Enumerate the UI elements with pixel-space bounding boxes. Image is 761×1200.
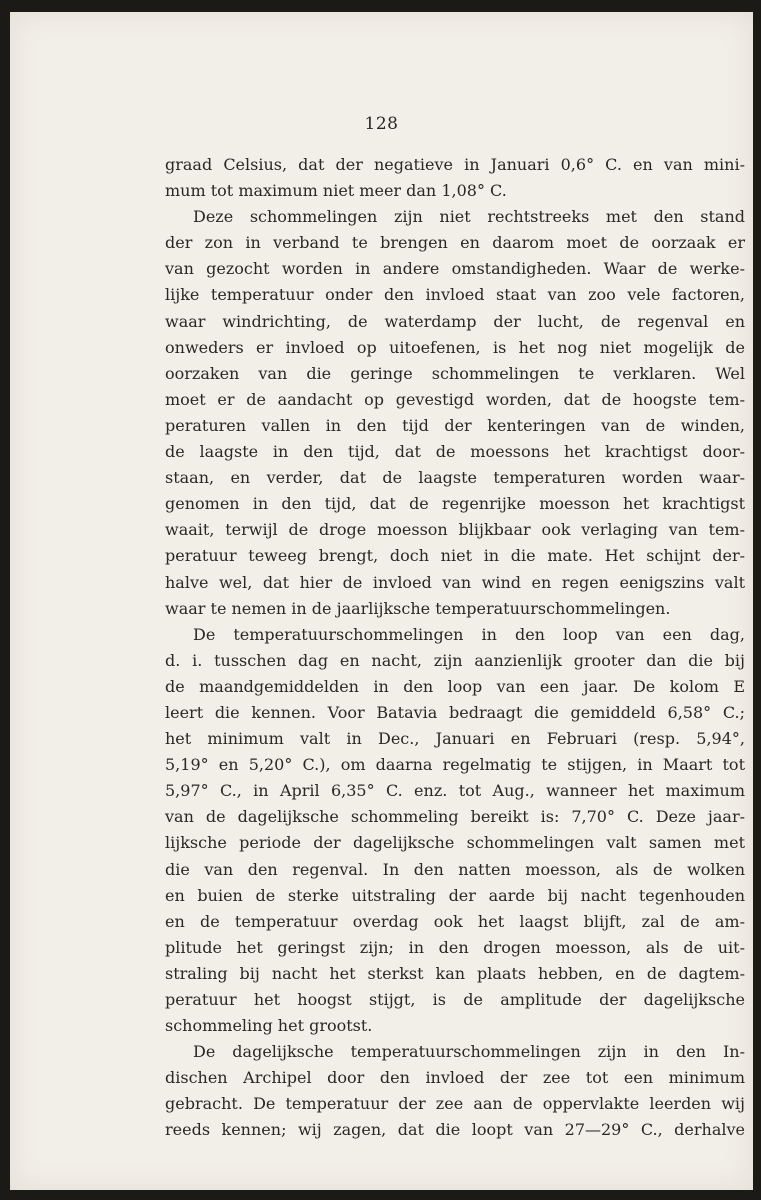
text-line: van de dagelijksche schommeling bereikt is: 7,70° C. Deze jaar- (165, 807, 745, 827)
text-line: 5,97° C., in April 6,35° C. enz. tot Aug., wanneer het maximum (165, 781, 745, 801)
text-line: waar te nemen in de jaarlijksche temperatuurschommelingen. (165, 598, 671, 618)
text-line: en de temperatuur overdag ook het laagst blijft, zal de am- (165, 911, 745, 931)
text-line: 5,19° en 5,20° C.), om daarna regelmatig te stijgen, in Maart tot (165, 755, 745, 775)
text-line: van gezocht worden in andere omstandigheden. Waar de werke- (165, 259, 745, 279)
text-line: halve wel, dat hier de invloed van wind en regen eenigszins valt (165, 572, 745, 592)
text-line: waait, terwijl de droge moesson blijkbaar ook verlaging van tem- (165, 520, 745, 540)
text-line: plitude het geringst zijn; in den drogen moesson, als de uit- (165, 937, 745, 957)
text-line: de laagste in den tijd, dat de moessons het krachtigst door- (165, 442, 745, 462)
text-line: de maandgemiddelden in den loop van een jaar. De kolom E (165, 676, 745, 696)
text-line: leert die kennen. Voor Batavia bedraagt die gemiddeld 6,58° C.; (165, 702, 745, 722)
text-line: peratuur het hoogst stijgt, is de amplitude der dagelijksche (165, 990, 745, 1009)
text-line: die van den regenval. In den natten moesson, als de wolken (165, 859, 745, 879)
text-line: moet er de aandacht op gevestigd worden, dat de hoogste tem- (165, 389, 745, 409)
text-line: en buien de sterke uitstraling der aarde bij nacht tegenhouden (165, 885, 745, 905)
text-line: mum tot maximum niet meer dan 1,08° C. (165, 181, 507, 201)
body-text (165, 152, 745, 1144)
book-page (10, 12, 753, 1190)
text-line: staan, en verder, dat de laagste temperaturen worden waar- (165, 468, 745, 488)
text-line: Deze schommelingen zijn niet rechtstreeks met den stand (193, 207, 745, 227)
page-number: 128 (364, 114, 399, 134)
text-line: lijksche periode der dagelijksche schommelingen valt samen met (165, 833, 745, 853)
text-line: graad Celsius, dat der negatieve in Januari 0,6° C. en van mini- (165, 155, 745, 174)
text-line: der zon in verband te brengen en daarom moet de oorzaak er (165, 233, 745, 253)
text-line: genomen in den tijd, dat de regenrijke moesson het krachtigst (165, 494, 745, 514)
text-line: peraturen vallen in den tijd der kenteringen van de winden, (165, 415, 745, 435)
text-line: lijke temperatuur onder den invloed staat van zoo vele factoren, (165, 285, 745, 305)
text-line: straling bij nacht het sterkst kan plaats hebben, en de dagtem- (165, 963, 745, 983)
text-line: waar windrichting, de waterdamp der lucht, de regenval en (165, 311, 745, 331)
text-line: het minimum valt in Dec., Januari en Februari (resp. 5,94°, (165, 729, 745, 749)
text-line: De temperatuurschommelingen in den loop van een dag, (193, 624, 745, 644)
text-line: peratuur teweeg brengt, doch niet in die mate. Het schijnt der- (165, 546, 745, 566)
text-line: De dagelijksche temperatuurschommelingen zijn in den In- (193, 1042, 745, 1062)
text-line: gebracht. De temperatuur der zee aan de oppervlakte leerden wij (165, 1094, 745, 1114)
text-line: schommeling het grootst. (165, 1016, 373, 1036)
text-line: d. i. tusschen dag en nacht, zijn aanzienlijk grooter dan die bij (165, 650, 745, 670)
text-line: oorzaken van die geringe schommelingen te verklaren. Wel (165, 363, 745, 383)
text-line: reeds kennen; wij zagen, dat die loopt van 27—29° C., derhalve (165, 1120, 745, 1140)
text-line: onweders er invloed op uitoefenen, is het nog niet mogelijk de (165, 337, 745, 357)
text-line: dischen Archipel door den invloed der zee tot een minimum (165, 1068, 745, 1088)
